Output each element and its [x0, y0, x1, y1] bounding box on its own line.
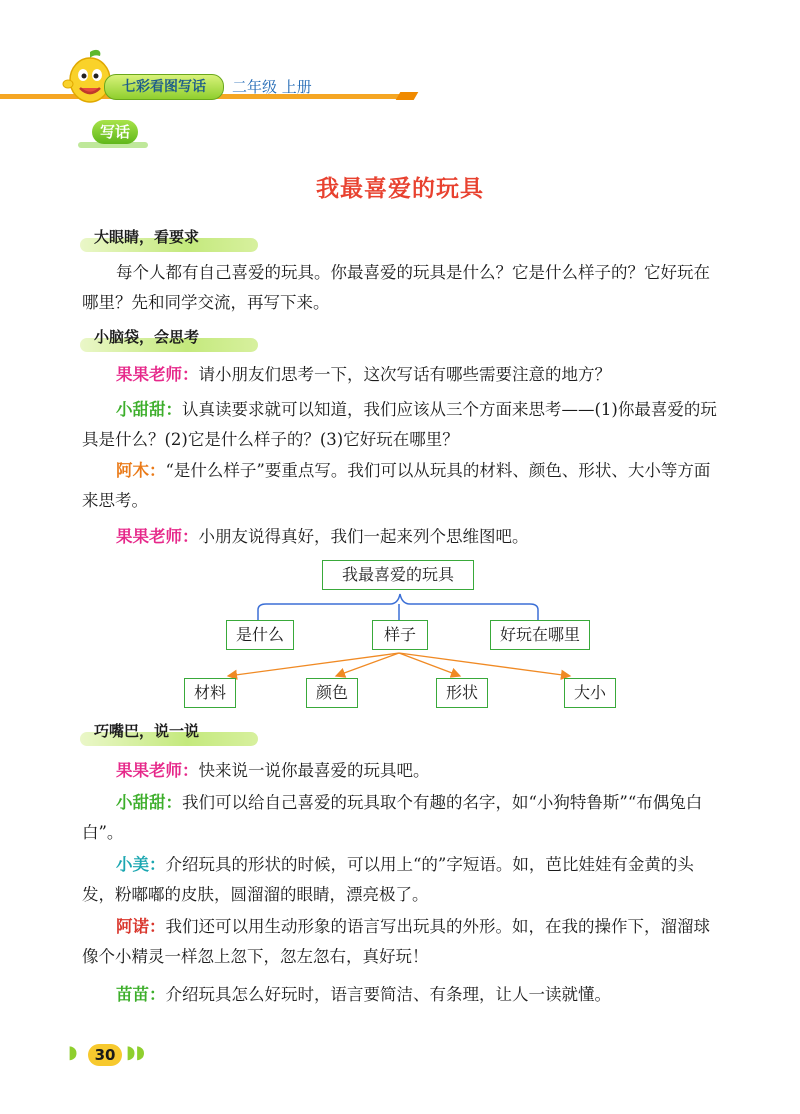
- chevron-right-icon: ◗◗: [126, 1042, 145, 1063]
- mindmap-node-color: 颜色: [306, 678, 358, 708]
- arrow-to-material: [228, 653, 399, 676]
- speaker-label: 苗苗：: [116, 985, 166, 1004]
- dialogue-text: 请小朋友们思考一下，这次写话有哪些需要注意的地方？: [198, 365, 611, 384]
- dialogue-text: 我们可以给自己喜爱的玩具取个有趣的名字，如“小狗特鲁斯”“布偶兔白白”。: [82, 793, 703, 842]
- speaker-label: 果果老师：: [116, 365, 199, 384]
- dialogue-text: 认真读要求就可以知道，我们应该从三个方面来思考——(1)你最喜爱的玩具是什么？(2)它是什么样子的？(3)它好玩在哪里？: [82, 400, 717, 449]
- mindmap-node-what: 是什么: [226, 620, 294, 650]
- dialogue-text: 快来说一说你最喜爱的玩具吧。: [198, 761, 430, 780]
- mindmap-root: 我最喜爱的玩具: [322, 560, 474, 590]
- mindmap-node-appearance: 样子: [372, 620, 428, 650]
- dialogue-line: [82, 788, 722, 848]
- mindmap-node-material: 材料: [184, 678, 236, 708]
- section-tag: 写话: [92, 120, 138, 144]
- speaker-label: 小美：: [116, 855, 166, 874]
- section-heading-think: 小脑袋，会思考: [94, 328, 200, 346]
- arrow-to-size: [399, 653, 570, 676]
- section-heading-talk: 巧嘴巴，说一说: [94, 722, 200, 740]
- dialogue-text: 介绍玩具怎么好玩时，语言要简洁、有条理，让人一读就懂。: [165, 985, 611, 1004]
- dialogue-line: [82, 850, 722, 910]
- speaker-label: 果果老师：: [116, 761, 199, 780]
- mindmap-brace: [258, 594, 538, 620]
- dialogue-text: 介绍玩具的形状的时候，可以用上“的”字短语。如，芭比娃娃有金黄的头发，粉嘟嘟的皮肤，圆溜溜的眼睛，漂亮极了。: [82, 855, 694, 904]
- speaker-label: 阿木：: [116, 461, 166, 480]
- dialogue-line: [82, 980, 722, 1010]
- mindmap-node-size: 大小: [564, 678, 616, 708]
- speaker-label: 小甜甜：: [116, 793, 182, 812]
- chevron-left-icon: ◗: [68, 1042, 78, 1063]
- mindmap-node-fun: 好玩在哪里: [490, 620, 590, 650]
- section-heading-requirement: 大眼睛，看要求: [94, 228, 200, 246]
- dialogue-text: “是什么样子”要重点写。我们可以从玩具的材料、颜色、形状、大小等方面来思考。: [82, 461, 711, 510]
- speaker-label: 果果老师：: [116, 527, 199, 546]
- requirement-paragraph: 每个人都有自己喜爱的玩具。你最喜爱的玩具是什么？它是什么样子的？它好玩在哪里？先和同学交流，再写下来。: [82, 263, 710, 312]
- series-title-badge: 七彩看图写话: [104, 74, 224, 100]
- dialogue-line: [82, 912, 722, 972]
- speaker-label: 阿诺：: [116, 917, 166, 936]
- mindmap-node-shape: 形状: [436, 678, 488, 708]
- grade-label: 二年级 上册: [232, 78, 312, 96]
- dialogue-text: 小朋友说得真好，我们一起来列个思维图吧。: [198, 527, 529, 546]
- dialogue-line: [82, 756, 722, 786]
- page-number: 30: [88, 1044, 122, 1066]
- speaker-label: 小甜甜：: [116, 400, 182, 419]
- page-title: 我最喜爱的玩具: [316, 176, 484, 202]
- arrow-to-color: [336, 653, 399, 676]
- dialogue-text: 我们还可以用生动形象的语言写出玩具的外形。如，在我的操作下，溜溜球像个小精灵一样忽上忽下，忽左忽右，真好玩！: [82, 917, 710, 966]
